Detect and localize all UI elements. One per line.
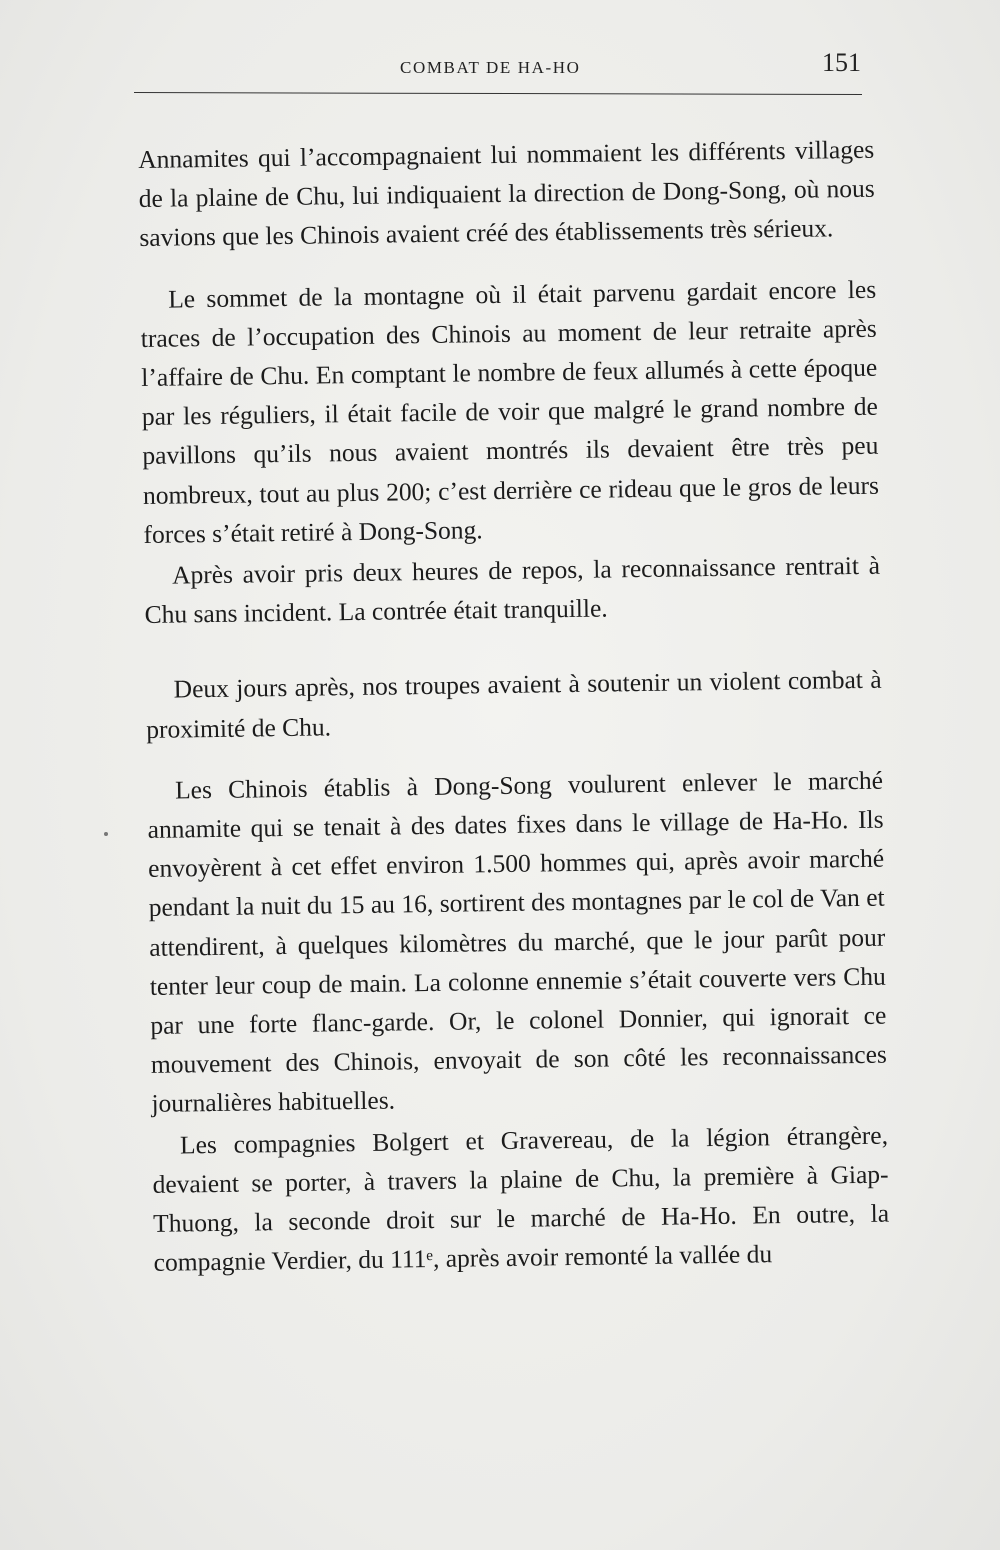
ink-speck: [104, 832, 108, 836]
paragraph-6: Les compagnies Bolgert et Gravereau, de la légion étrangère, devaient se porter, à travers la plaine de Chu, la première à Giap-Thuong, la seconde droit sur le marché de Ha-Ho. En outre, la compagnie Verdier, du 111ᵉ, après avoir remonté la vallée du: [152, 1120, 890, 1278]
page-number: 151: [822, 48, 861, 77]
running-title: COMBAT DE HA-HO: [400, 58, 581, 77]
paragraph-3: Après avoir pris deux heures de repos, la reconnaissance rentrait à Chu sans incident. La contrée était tranquille.: [144, 550, 881, 630]
paragraph-4: Deux jours après, nos troupes avaient à soutenir un violent combat à proximité de Chu.: [146, 665, 882, 744]
paragraph-1: Annamites qui l’accompagnaient lui nommaient les différents villages de la plaine de Chu, lui indiquaient la direction de Dong-Song, où nous savions que les Chinois avaient créé des établissements très sérieux.: [138, 134, 875, 253]
page-body: [138, 130, 890, 1305]
paragraph-5: Les Chinois établis à Dong-Song voulurent enlever le marché annamite qui se tenait à des dates fixes dans le village de Ha-Ho. Ils envoyèrent à cet effet environ 1.500 hommes qui, après avoir marché pendant la nuit du 15 au 16, sortirent des montagnes par le col de Van et attendirent, à quelques kilomètres du marché, que le jour parût pour tenter leur coup de main. La colonne ennemie s’était couverte vers Chu par une forte flanc-garde. Or, le colonel Donnier, qui ignorait ce mouvement des Chinois, envoyait de son côté les reconnaissances journalières habituelles.: [147, 765, 888, 1119]
header-rule: [134, 92, 862, 95]
paragraph-2: Le sommet de la montagne où il était parvenu gardait encore les traces de l’occupation des Chinois au moment de leur retraite après l’affaire de Chu. En comptant le nombre de feux allumés à cette époque par les réguliers, il était facile de voir que malgré le grand nombre de pavillons qu’ils nous avaient montrés ils devaient être très peu nombreux, tout au plus 200; c’est derrière ce rideau que le gros de leurs forces s’était retiré à Dong-Song.: [140, 274, 880, 549]
